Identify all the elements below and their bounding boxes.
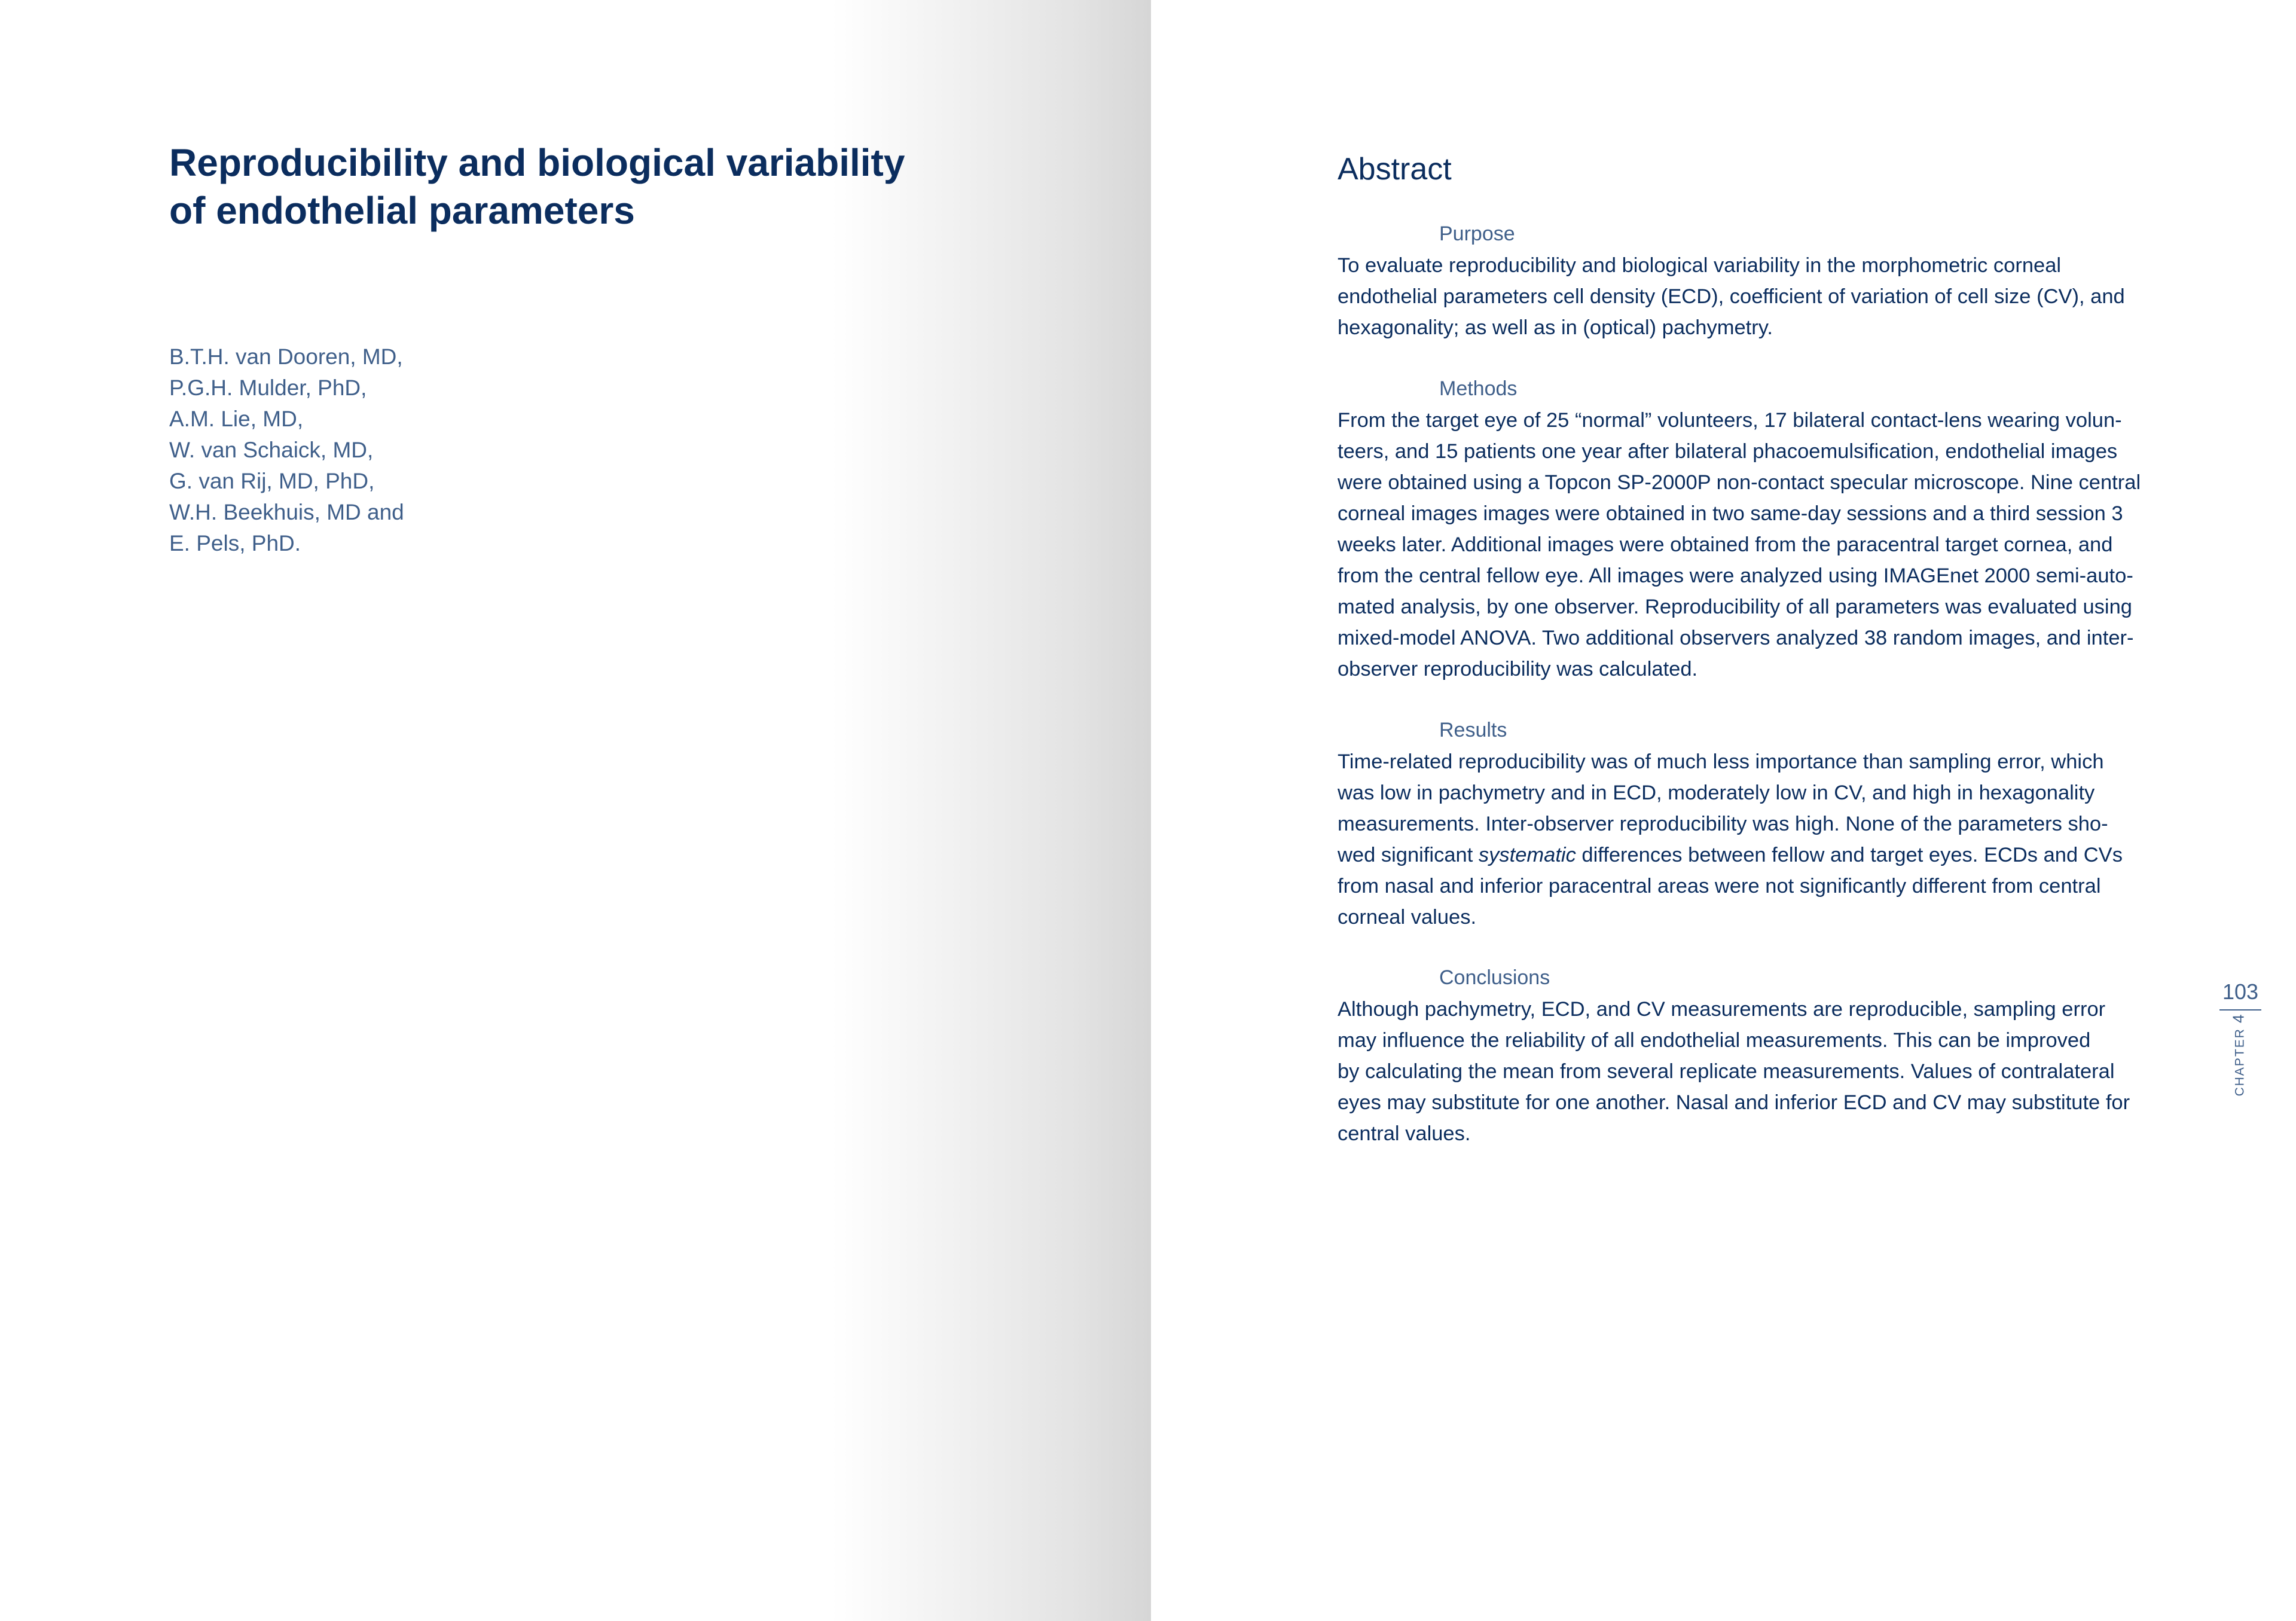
text-line: observer reproducibility was calculated.: [1338, 658, 1698, 680]
section-body-purpose: [1338, 250, 2139, 343]
text-line: were obtained using a Topcon SP-2000P non-contact specular microscope. Nine central: [1338, 471, 2141, 494]
running-head: [2230, 1015, 2248, 1097]
text-line: From the target eye of 25 “normal” volunteers, 17 bilateral contact-lens wearing volun-: [1338, 409, 2122, 432]
author-name: P.G.H. Mulder, PhD,: [169, 376, 367, 400]
text-line: eyes may substitute for one another. Nasal and inferior ECD and CV may substitute for: [1338, 1091, 2130, 1114]
running-head-number: 4: [2229, 1014, 2248, 1024]
text-run: differences between fellow and target eyes. ECDs and CVs: [1576, 844, 2123, 866]
author-name: W. van Schaick, MD,: [169, 438, 374, 462]
text-line: teers, and 15 patients one year after bilateral phacoemulsification, endothelial images: [1338, 440, 2118, 463]
text-line: mated analysis, by one observer. Reproducibility of all parameters was evaluated using: [1338, 596, 2132, 618]
text-line: endothelial parameters cell density (ECD), coefficient of variation of cell size (CV), and: [1338, 285, 2125, 308]
page-number: 103: [2222, 979, 2259, 1004]
chapter-title-line: of endothelial parameters: [169, 189, 635, 232]
text-run: wed significant: [1338, 844, 1479, 866]
text-line: was low in pachymetry and in ECD, moderately low in CV, and high in hexagonality: [1338, 782, 2095, 804]
text-line: hexagonality; as well as in (optical) pachymetry.: [1338, 316, 1773, 339]
text-line: mixed-model ANOVA. Two additional observers analyzed 38 random images, and inter-: [1338, 627, 2134, 649]
text-line: from the central fellow eye. All images were analyzed using IMAGEnet 2000 semi-auto-: [1338, 564, 2133, 587]
text-line: corneal images images were obtained in two same-day sessions and a third session 3: [1338, 502, 2123, 525]
text-line: from nasal and inferior paracentral areas were not significantly different from central: [1338, 875, 2101, 897]
author-name: B.T.H. van Dooren, MD,: [169, 344, 403, 369]
author-name: E. Pels, PhD.: [169, 531, 301, 555]
section-label-purpose: Purpose: [1439, 222, 1515, 245]
text-line: may influence the reliability of all endothelial measurements. This can be improved: [1338, 1029, 2091, 1052]
author-name: W.H. Beekhuis, MD and: [169, 500, 404, 524]
section-body-conclusions: [1338, 994, 2139, 1149]
abstract-heading: Abstract: [1338, 152, 1452, 187]
text-line: [1338, 839, 2139, 871]
italic-term: systematic: [1478, 844, 1576, 866]
section-label-methods: Methods: [1439, 377, 1518, 400]
chapter-title-line: Reproducibility and biological variability: [169, 141, 905, 184]
section-label-conclusions: Conclusions: [1439, 966, 1550, 989]
author-name: G. van Rij, MD, PhD,: [169, 469, 375, 493]
text-line: Time-related reproducibility was of much less importance than sampling error, which: [1338, 750, 2104, 773]
section-body-results: [1338, 746, 2139, 933]
text-line: measurements. Inter-observer reproducibility was high. None of the parameters sho-: [1338, 813, 2108, 835]
text-line: central values.: [1338, 1122, 1471, 1145]
chapter-title: [169, 139, 1006, 234]
text-line: To evaluate reproducibility and biological variability in the morphometric corneal: [1338, 254, 2062, 277]
text-line: Although pachymetry, ECD, and CV measurements are reproducible, sampling error: [1338, 998, 2106, 1021]
author-name: A.M. Lie, MD,: [169, 407, 304, 431]
page-number-rule: [2219, 1009, 2261, 1011]
text-line: corneal values.: [1338, 906, 1477, 929]
section-label-results: Results: [1439, 719, 1507, 741]
author-list: [169, 341, 404, 559]
section-body-methods: [1338, 405, 2139, 685]
text-line: by calculating the mean from several replicate measurements. Values of contralateral: [1338, 1060, 2115, 1083]
text-line: weeks later. Additional images were obtained from the paracentral target cornea, and: [1338, 533, 2113, 556]
running-head-label: CHAPTER: [2233, 1028, 2247, 1097]
